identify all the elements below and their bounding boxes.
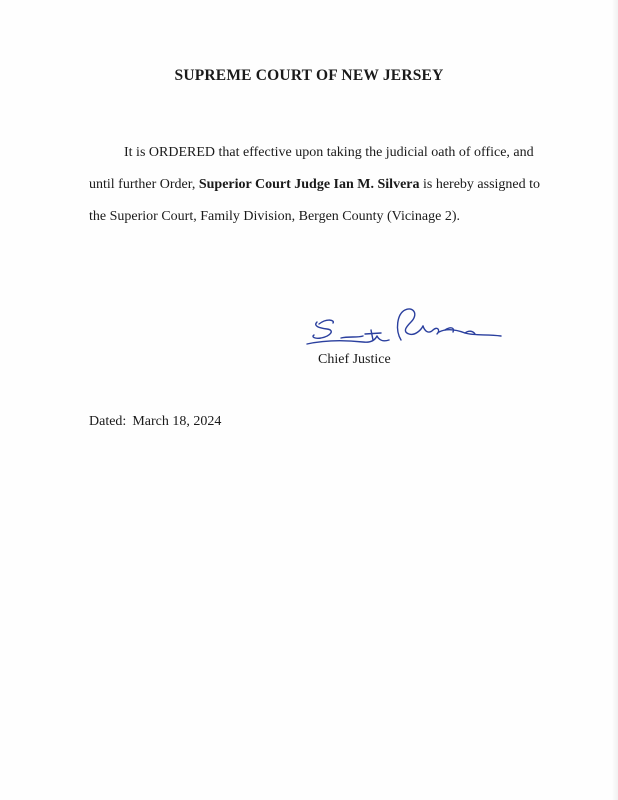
signer-title: Chief Justice [318,352,391,367]
dated-label: Dated: [89,414,127,429]
signature-image [305,300,510,355]
order-text-line-2 [89,177,540,193]
order-text-line-1: It is ORDERED that effective upon taking the judicial oath of office, and [124,145,534,160]
page-title: SUPREME COURT OF NEW JERSEY [174,67,444,84]
judge-name: Superior Court Judge Ian M. Silvera [198,177,420,192]
order-text-line-3: the Superior Court, Family Division, Bergen County (Vicinage 2). [89,209,461,224]
dated-value: March 18, 2024 [132,414,222,429]
order-text-suffix: is hereby assigned to [419,177,541,192]
dated-line [89,414,221,430]
page-edge-shadow [612,0,618,800]
order-text-prefix: until further Order, [89,177,199,192]
signature-strokes [307,309,501,344]
